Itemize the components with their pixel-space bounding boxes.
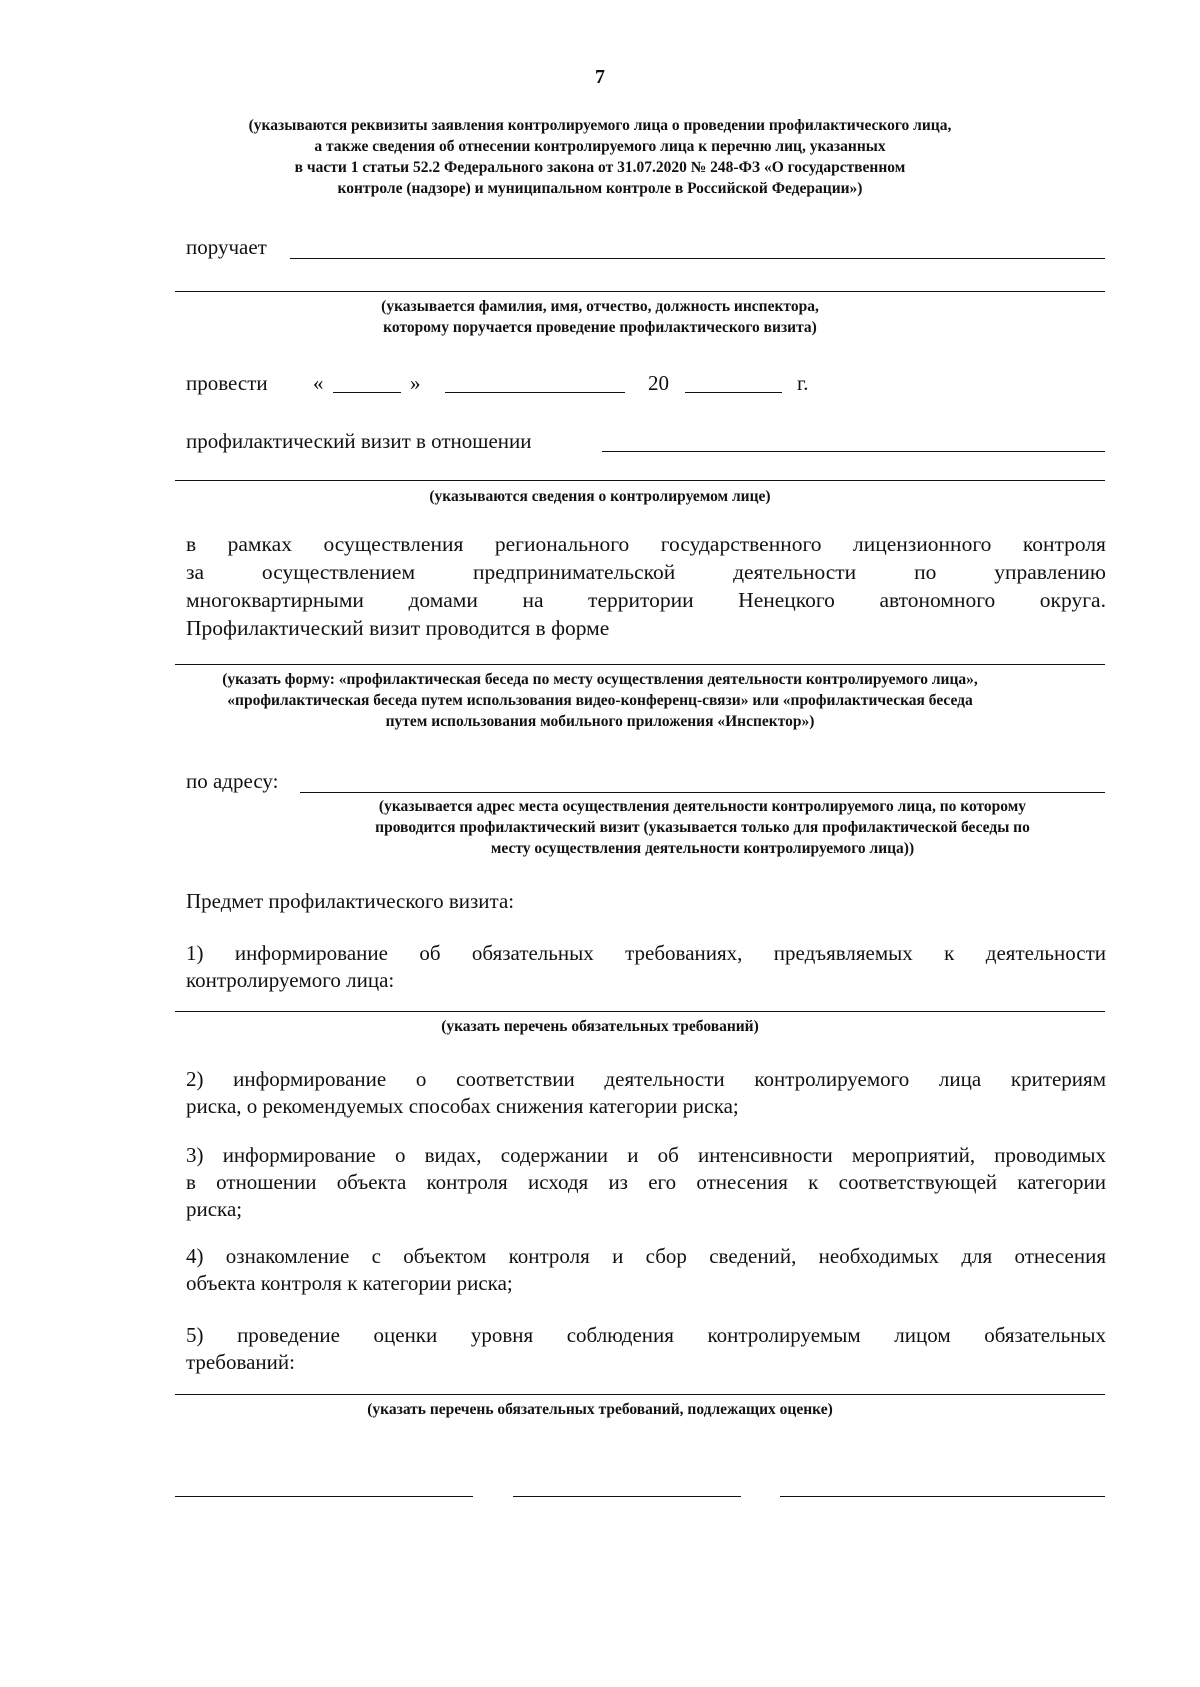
signature-line-signature[interactable] bbox=[513, 1496, 741, 1497]
date-close-quote: » bbox=[410, 371, 421, 395]
word: многоквартирными bbox=[186, 588, 364, 612]
inspector-blank-line-2[interactable] bbox=[175, 291, 1105, 292]
word: осуществлением bbox=[261, 560, 416, 584]
word: государственного bbox=[660, 532, 822, 556]
controlled-blank-line-2[interactable] bbox=[175, 480, 1105, 481]
date-year-suffix: г. bbox=[797, 371, 809, 395]
inspector-note-line: (указывается фамилия, имя, отчество, должность инспектора, bbox=[381, 298, 819, 315]
item-3-line: в отношении объекта контроля исходя из его отнесения к соответствующей категории bbox=[186, 1170, 1106, 1194]
item-2 bbox=[186, 1066, 1106, 1120]
item-2-line: риска, о рекомендуемых способах снижения категории риска; bbox=[186, 1094, 739, 1118]
item-1-line: контролируемого лица: bbox=[186, 968, 395, 992]
item-2-line: 2) информирование о соответствии деятельности контролируемого лица критериям bbox=[186, 1067, 1106, 1091]
provesti-label: провести bbox=[186, 371, 268, 395]
scope-line-3 bbox=[186, 586, 1106, 614]
word: домами bbox=[408, 588, 478, 612]
item-5-note: (указать перечень обязательных требований, подлежащих оценке) bbox=[367, 1401, 833, 1418]
address-note-line: проводится профилактический визит (указывается только для профилактической беседы по bbox=[375, 819, 1030, 836]
page-number: 7 bbox=[595, 66, 605, 88]
form-note bbox=[0, 669, 1200, 732]
header-note-line: в части 1 статьи 52.2 Федерального закона от 31.07.2020 № 248-ФЗ «О государственном bbox=[294, 159, 906, 176]
word: за bbox=[186, 560, 205, 584]
date-year-prefix: 20 bbox=[648, 371, 669, 395]
item-1-note: (указать перечень обязательных требований) bbox=[441, 1018, 759, 1035]
address-blank-line[interactable] bbox=[300, 792, 1105, 793]
word: контроля bbox=[1022, 532, 1106, 556]
word: управлению bbox=[994, 560, 1106, 584]
address-note-line: (указывается адрес места осуществления деятельности контролируемого лица, по которому bbox=[378, 798, 1027, 815]
word: осуществления bbox=[323, 532, 464, 556]
word: в bbox=[186, 532, 197, 556]
word: территории bbox=[588, 588, 694, 612]
item-1-blank-line[interactable] bbox=[175, 1011, 1105, 1012]
date-year-blank[interactable] bbox=[685, 392, 782, 393]
word: Ненецкого bbox=[738, 588, 835, 612]
word: предпринимательской bbox=[472, 560, 676, 584]
address-note-line: месту осуществления деятельности контролируемого лица)) bbox=[490, 840, 915, 857]
word: деятельности bbox=[733, 560, 857, 584]
scope-line-1 bbox=[186, 530, 1106, 558]
word: по bbox=[914, 560, 937, 584]
controlled-blank-line-1[interactable] bbox=[602, 451, 1105, 452]
header-note bbox=[0, 115, 1200, 199]
poruchaet-label: поручает bbox=[186, 235, 267, 259]
signature-line-name[interactable] bbox=[780, 1496, 1105, 1497]
word: лицензионного bbox=[853, 532, 992, 556]
word: рамках bbox=[227, 532, 292, 556]
subject-heading: Предмет профилактического визита: bbox=[186, 889, 515, 913]
word: округа. bbox=[1039, 588, 1106, 612]
item-4-line: 4) ознакомление с объектом контроля и сбор сведений, необходимых для отнесения bbox=[186, 1244, 1106, 1268]
item-5-line: 5) проведение оценки уровня соблюдения контролируемым лицом обязательных bbox=[186, 1323, 1106, 1347]
controlled-note: (указываются сведения о контролируемом лице) bbox=[429, 488, 771, 505]
header-note-line: (указываются реквизиты заявления контролируемого лица о проведении профилактического лица, bbox=[248, 117, 952, 134]
item-5-blank-line[interactable] bbox=[175, 1394, 1105, 1395]
form-note-line: «профилактическая беседа путем использования видео-конференц-связи» или «профилактическая беседа bbox=[227, 692, 973, 709]
form-note-line: (указать форму: «профилактическая беседа по месту осуществления деятельности контролируемого лица», bbox=[222, 671, 978, 688]
item-3-line: 3) информирование о видах, содержании и об интенсивности мероприятий, проводимых bbox=[186, 1143, 1106, 1167]
word: на bbox=[522, 588, 544, 612]
item-1-line: 1) информирование об обязательных требованиях, предъявляемых к деятельности bbox=[186, 941, 1106, 965]
date-open-quote: « bbox=[313, 371, 324, 395]
inspector-blank-line-1[interactable] bbox=[290, 258, 1105, 259]
item-3-line: риска; bbox=[186, 1197, 243, 1221]
word: регионального bbox=[494, 532, 630, 556]
inspector-note bbox=[0, 296, 1200, 338]
date-day-blank[interactable] bbox=[333, 392, 401, 393]
item-3 bbox=[186, 1142, 1106, 1223]
visit-label: профилактический визит в отношении bbox=[186, 429, 532, 453]
item-4-line: объекта контроля к категории риска; bbox=[186, 1271, 513, 1295]
date-month-blank[interactable] bbox=[445, 392, 625, 393]
form-blank-line[interactable] bbox=[175, 664, 1105, 665]
signature-line-position[interactable] bbox=[175, 1496, 473, 1497]
form-note-line: путем использования мобильного приложения «Инспектор») bbox=[385, 713, 815, 730]
address-note bbox=[300, 796, 1105, 859]
scope-line-4: Профилактический визит проводится в форме bbox=[186, 616, 610, 640]
item-4 bbox=[186, 1243, 1106, 1297]
address-label: по адресу: bbox=[186, 769, 279, 793]
item-5 bbox=[186, 1322, 1106, 1376]
scope-line-2 bbox=[186, 558, 1106, 586]
word: автономного bbox=[879, 588, 996, 612]
scope-paragraph bbox=[186, 530, 1106, 642]
item-5-line: требований: bbox=[186, 1350, 295, 1374]
header-note-line: контроле (надзоре) и муниципальном контроле в Российской Федерации») bbox=[337, 180, 863, 197]
inspector-note-line: которому поручается проведение профилактического визита) bbox=[383, 319, 817, 336]
header-note-line: а также сведения об отнесении контролируемого лица к перечню лиц, указанных bbox=[314, 138, 886, 155]
item-1 bbox=[186, 940, 1106, 994]
